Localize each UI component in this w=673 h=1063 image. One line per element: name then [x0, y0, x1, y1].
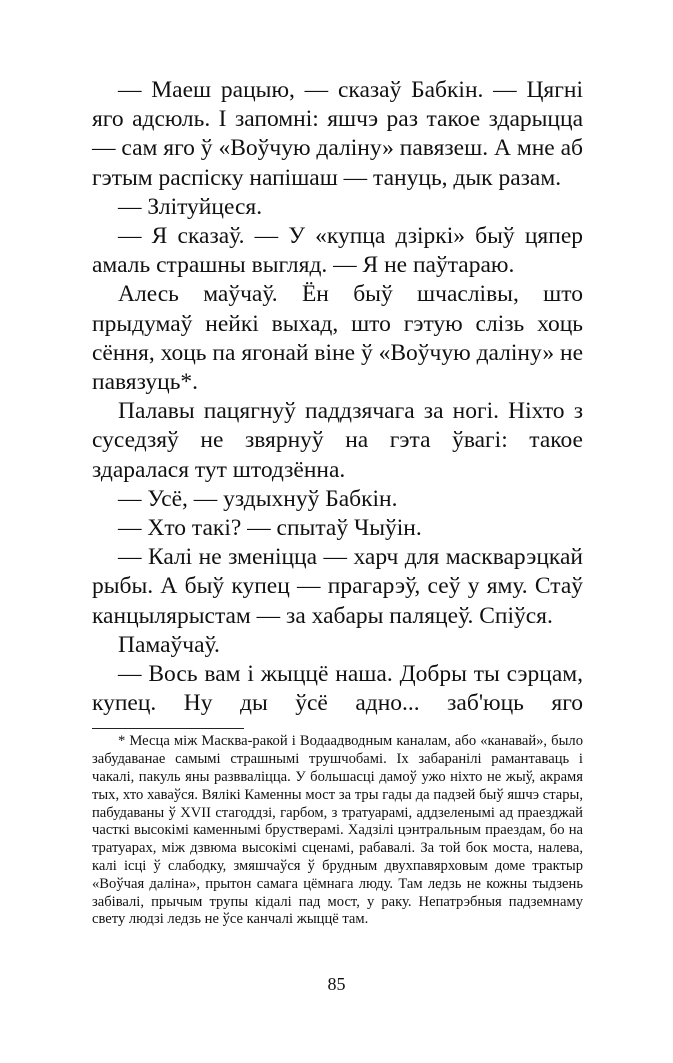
paragraph: Алесь маўчаў. Ён быў шчаслівы, што прыдумаў нейкі выхад, што гэтую слізь хоць сёння, хоць па ягонай віне ў «Воўчую даліну» не павязуць*.: [92, 281, 583, 396]
paragraph: Памаўчаў.: [118, 631, 220, 658]
paragraph: — Маеш рацыю, — сказаў Бабкін. — Цягні яго адсюль. І запомні: яшчэ раз такое здарыцца — сам яго ў «Воўчую даліну» павязеш. А мне аб гэтым распіску напішаш — тануць, дык разам.: [92, 77, 583, 191]
paragraph: — Усё, — уздыхнуў Бабкін.: [118, 485, 398, 512]
paragraph: — Я сказаў. — У «купца дзіркі» быў цяпер амаль страшны выгляд. — Я не паўтараю.: [92, 223, 583, 279]
paragraph: — Калі не зменіцца — харч для маскварэцкай рыбы. А быў купец — прагарэў, сеў у яму. Стаў канцылярыстам — за хабары паляцеў. Спіўся.: [92, 544, 583, 629]
book-page: [92, 76, 583, 929]
paragraph: Палавы пацягнуў паддзячага за ногі. Ніхто з суседзяў не звярнуў на гэта ўвагі: такое здаралася тут штодзённа.: [92, 398, 583, 483]
footnote: * Месца між Масква-ракой і Водаадводным каналам, або «канавай», было забудаванае самымі страшнымі трушчобамі. Іх забаранілі рамантаваць і чакалі, пакуль яны развваліцца. У большасці дамоў ужо ніхто не жыў, акрамя тых, хто хаваўся. Вялікі Каменны мост за тры гады да падзей быў яшчэ стары, пабудаваны ў XVII стагоддзі, гарбом, з тратуарамі, аддзеленымі ад праезджай часткі высокімі каменнымі брустверамі. Хадзілі цэнтральным праездам, бо на тратуарах, між дзвюма высокімі сценамі, рабавалі. За той бок моста, налева, калі ісці ў слабодку, змяшчаўся ў брудным двухпавярховым доме трактыр «Воўчая даліна», прытон самага цёмнага люду. Там ледзь не кожны тыдзень забівалі, прычым трупы кідалі пад мост, у раку. Непатрэбныя падземнаму свету людзі ледзь не ўсе канчалі жыццё там.: [92, 733, 583, 928]
page-number: 85: [327, 974, 346, 994]
paragraph: — Хто такі? — спытаў Чыўін.: [118, 515, 422, 542]
main-text: [92, 76, 583, 718]
paragraph: — Злітуйцеся.: [118, 193, 263, 220]
paragraph: — Вось вам і жыццё наша. Добры ты сэрцам, купец. Ну ды ўсё адно... заб'юць яго: [92, 661, 583, 717]
footnote-divider: [92, 728, 244, 729]
